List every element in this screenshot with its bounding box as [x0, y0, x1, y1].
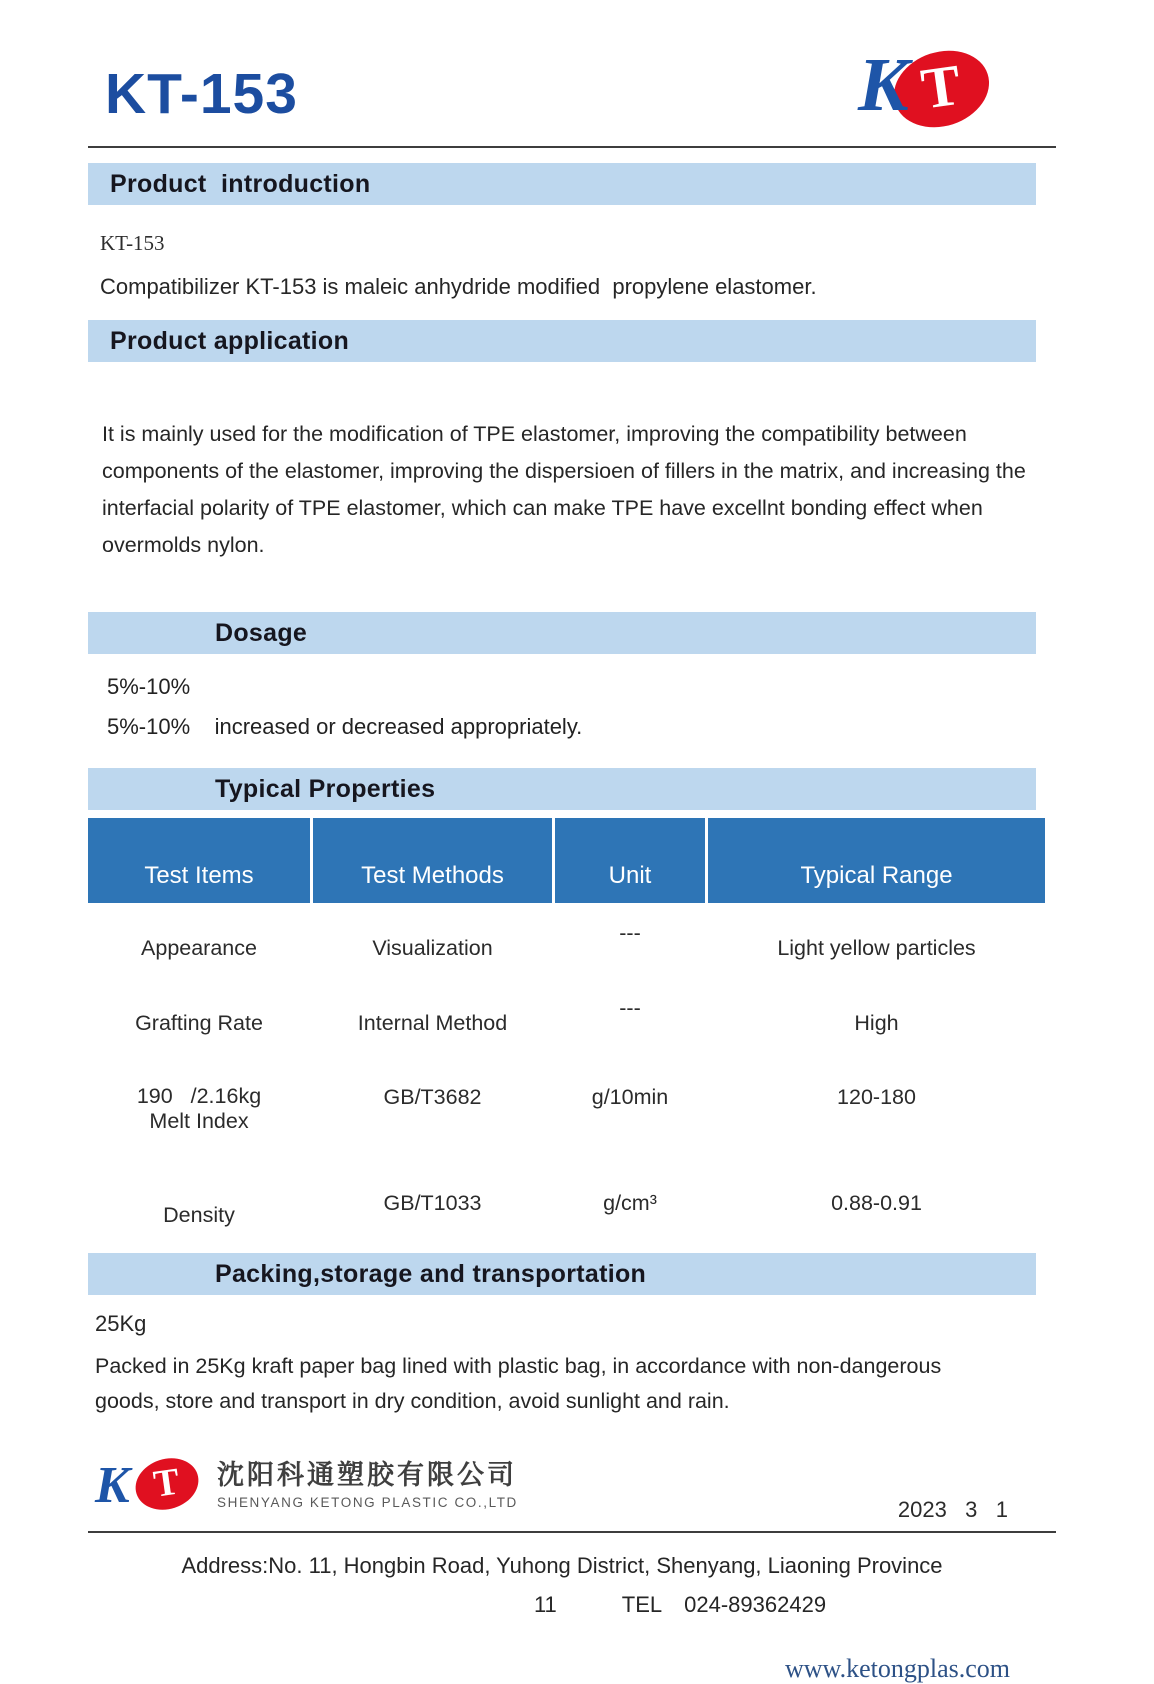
column-header-test-methods: Test Methods — [313, 818, 552, 903]
page-content — [0, 146, 1125, 1684]
intro-description: Compatibilizer KT-153 is maleic anhydride modified propylene elastomer. — [100, 274, 817, 299]
contact-line — [206, 1592, 1154, 1618]
dosage-note: 5%-10% increased or decreased appropriately. — [107, 714, 583, 739]
cell-typical-range: 120-180 — [837, 1084, 916, 1109]
cell-unit: g/cm³ — [603, 1190, 657, 1215]
packing-paragraph — [95, 1349, 1125, 1419]
paragraph-line: interfacial polarity of TPE elastomer, which can make TPE have excellnt bonding effect when — [102, 496, 983, 520]
cell-test-item — [88, 1059, 310, 1159]
logo-letter-t: T — [917, 51, 965, 122]
section-heading-label: Dosage — [215, 618, 308, 647]
section-heading-label: Packing,storage and transportation — [215, 1259, 647, 1288]
melt-index-condition: 190 /2.16kg — [136, 1084, 262, 1108]
cell-typical-range: 0.88-0.91 — [831, 1190, 922, 1215]
website-link[interactable]: www.ketongplas.com — [784, 1654, 1010, 1683]
section-header-packing — [88, 1253, 1036, 1295]
section-header-typical-properties — [88, 768, 1036, 810]
table-row — [88, 1059, 1036, 1159]
paragraph-line: Packed in 25Kg kraft paper bag lined with plastic bag, in accordance with non-dangerous — [95, 1354, 942, 1378]
top-divider — [88, 146, 1056, 148]
company-name-block — [217, 1459, 518, 1510]
section-heading-label: Product application — [110, 326, 350, 355]
column-header-typical-range: Typical Range — [708, 818, 1045, 903]
section-header-product-application — [88, 320, 1036, 362]
document-date: 2023 3 1 — [897, 1497, 1008, 1522]
cell-test-method: GB/T3682 — [383, 1084, 482, 1109]
cell-test-method: Internal Method — [357, 1010, 508, 1035]
cell-test-method: GB/T1033 — [383, 1190, 482, 1215]
section-header-dosage — [88, 612, 1036, 654]
kt-logo-footer-icon — [95, 1459, 199, 1523]
tel-number: 024-89362429 — [684, 1592, 827, 1617]
kt-logo-icon — [858, 43, 990, 132]
melt-index-label: Melt Index — [149, 1109, 249, 1133]
properties-table — [88, 818, 1036, 1247]
cell-test-item: Density — [163, 1202, 235, 1227]
logo-letter-k: K — [95, 1457, 130, 1514]
footer-divider — [88, 1531, 1056, 1533]
packing-weight: 25Kg — [95, 1311, 147, 1336]
product-code: KT-153 — [100, 231, 165, 255]
cell-unit: g/10min — [591, 1084, 669, 1109]
cell-unit: --- — [619, 995, 641, 1020]
cell-typical-range: High — [854, 1010, 899, 1035]
paragraph-line: goods, store and transport in dry condition, avoid sunlight and rain. — [95, 1389, 730, 1413]
page-title: KT-153 — [105, 62, 298, 126]
section-heading-label: Product introduction — [110, 169, 371, 198]
section-header-product-introduction — [88, 163, 1036, 205]
company-name-english: SHENYANG KETONG PLASTIC CO.,LTD — [217, 1495, 518, 1511]
company-name-chinese: 沈阳科通塑胶有限公司 — [217, 1460, 517, 1490]
table-header-row — [88, 818, 1036, 903]
cell-test-item: Appearance — [141, 935, 257, 960]
table-row — [88, 1159, 1036, 1247]
application-paragraph — [102, 416, 1125, 564]
cell-test-method: Visualization — [372, 935, 493, 960]
page-number: 11 — [533, 1592, 557, 1617]
paragraph-line: It is mainly used for the modification of TPE elastomer, improving the compatibility between — [102, 422, 967, 446]
logo-letter-k: K — [858, 43, 909, 127]
paragraph-line: overmolds nylon. — [102, 533, 265, 557]
cell-typical-range: Light yellow particles — [777, 935, 976, 960]
section-heading-label: Typical Properties — [215, 774, 436, 803]
cell-test-item: Grafting Rate — [135, 1010, 263, 1035]
column-header-unit: Unit — [555, 818, 705, 903]
dosage-value: 5%-10% — [107, 674, 191, 699]
tel-label: TEL — [621, 1592, 663, 1617]
logo-ellipse-icon — [129, 1450, 205, 1517]
paragraph-line: components of the elastomer, improving the dispersioen of fillers in the matrix, and increasing the — [102, 459, 1026, 483]
logo-letter-t: T — [151, 1460, 183, 1506]
company-address: Address:No. 11, Hongbin Road, Yuhong District, Shenyang, Liaoning Province — [181, 1553, 943, 1578]
page-header — [0, 0, 1125, 132]
column-header-test-items: Test Items — [88, 818, 310, 903]
footer-company-row — [95, 1459, 1036, 1523]
cell-unit: --- — [619, 920, 641, 945]
